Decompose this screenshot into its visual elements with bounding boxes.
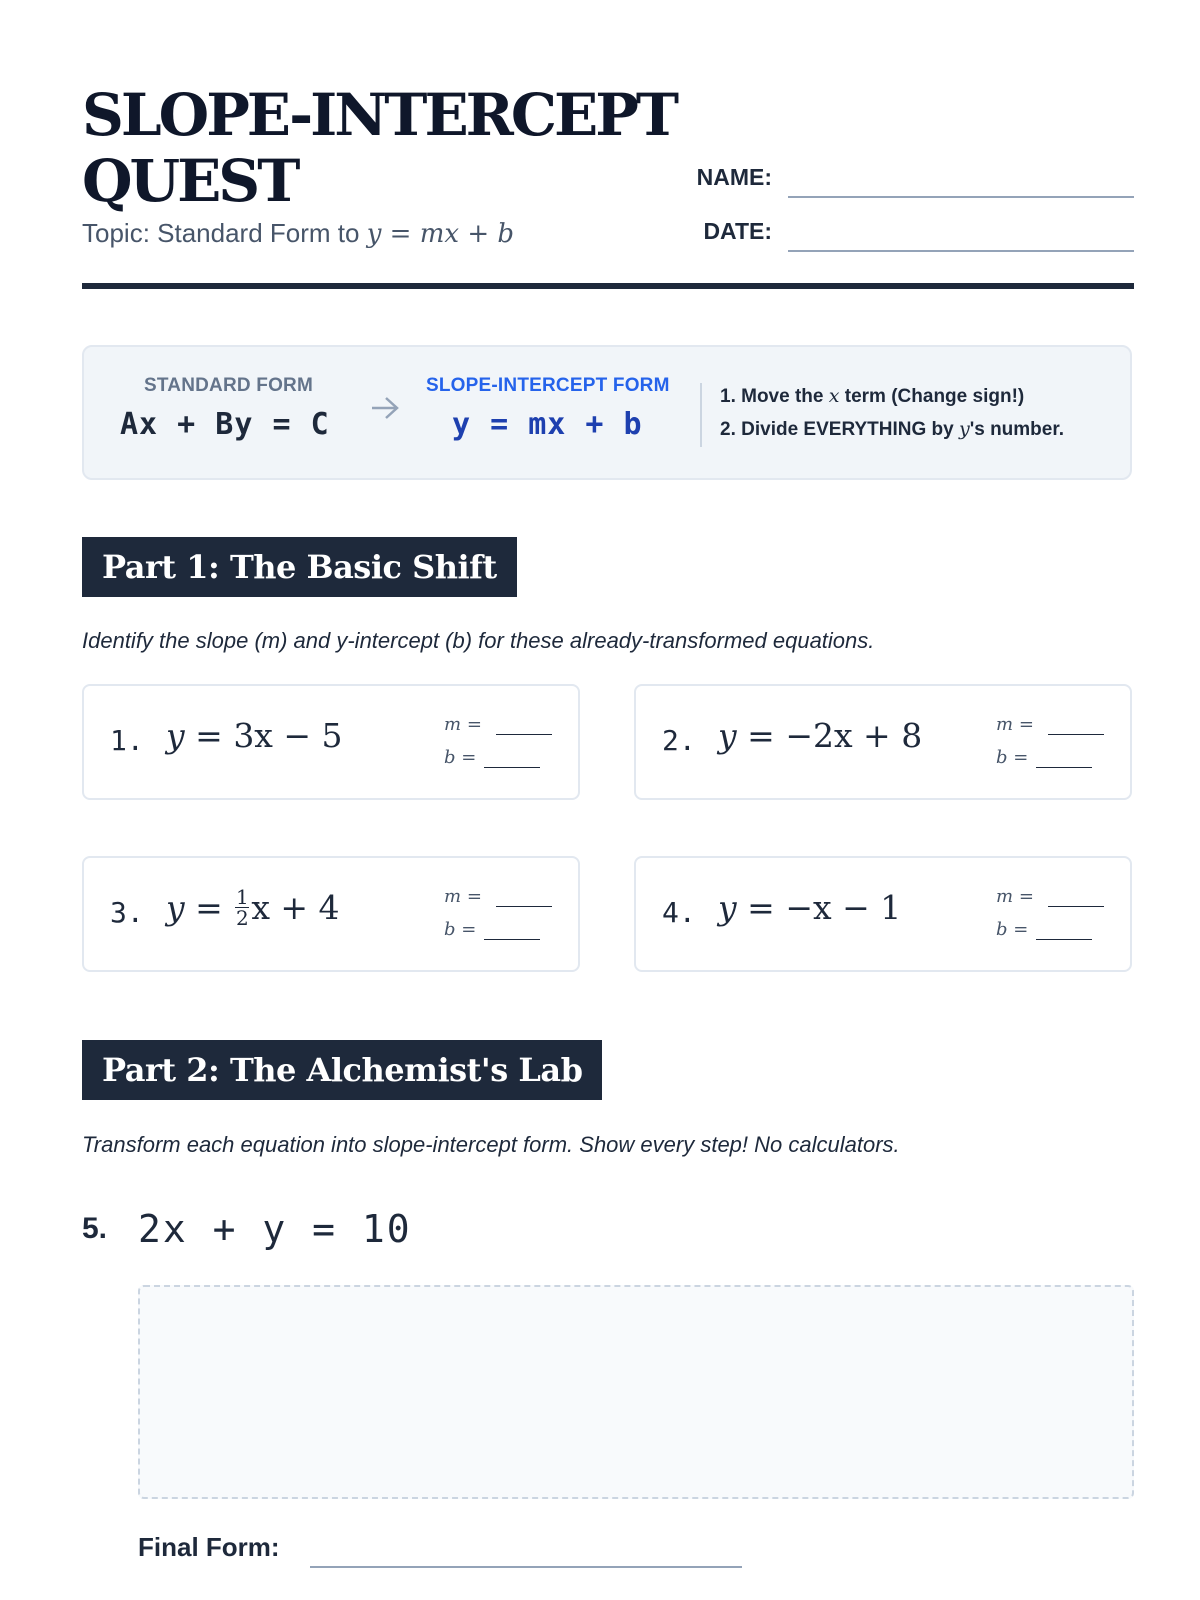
fraction-numerator: 1	[235, 884, 249, 909]
final-form-blank[interactable]	[310, 1566, 742, 1568]
topic-eq: =	[389, 219, 412, 249]
arrow-right-icon	[369, 394, 401, 422]
problem-equation	[718, 888, 901, 927]
eq-lhs: y	[166, 716, 185, 755]
topic-formula	[367, 219, 514, 249]
problem-number: 1.	[110, 724, 144, 757]
eq-sign: =	[195, 716, 223, 755]
eq-sign: =	[747, 888, 775, 927]
intercept-answer-label	[996, 747, 1028, 768]
slope-answer-blank[interactable]	[1048, 906, 1104, 907]
b-label: b	[996, 747, 1008, 768]
part2-heading: Part 2: The Alchemist's Lab	[82, 1040, 602, 1100]
slope-answer-label	[996, 886, 1034, 907]
m-label: m	[444, 714, 462, 735]
step-2-var: y	[958, 418, 970, 440]
name-label: NAME:	[696, 164, 772, 190]
b-label: b	[444, 747, 456, 768]
header-divider	[82, 283, 1134, 289]
b-eq: =	[461, 919, 477, 940]
eq-lhs: y	[166, 888, 185, 927]
title-line-1: SLOPE-INTERCEPT	[82, 81, 677, 149]
eq-rhs: −x − 1	[785, 888, 902, 927]
problem-card-3	[82, 856, 580, 972]
m-eq: =	[466, 886, 482, 907]
m-eq: =	[466, 714, 482, 735]
problem-5-number: 5.	[82, 1212, 108, 1245]
worksheet-page	[82, 0, 1134, 1600]
m-eq: =	[1018, 714, 1034, 735]
m-eq: =	[1018, 886, 1034, 907]
final-form-label: Final Form:	[138, 1532, 280, 1562]
slope-intercept-equation: y = mx + b	[452, 407, 643, 442]
eq-lhs: y	[718, 888, 737, 927]
b-label: b	[996, 919, 1008, 940]
date-label: DATE:	[703, 218, 772, 244]
intercept-answer-blank[interactable]	[484, 939, 540, 940]
slope-answer-blank[interactable]	[496, 906, 552, 907]
step-2-post: 's number.	[969, 419, 1064, 440]
fraction	[235, 884, 249, 930]
step-1-post: term (Change sign!)	[844, 386, 1025, 407]
summary-divider	[700, 383, 702, 447]
slope-answer-label	[996, 714, 1034, 735]
intercept-answer-blank[interactable]	[484, 767, 540, 768]
slope-answer-label	[444, 886, 482, 907]
eq-sign: =	[747, 716, 775, 755]
intercept-answer-blank[interactable]	[1036, 939, 1092, 940]
part2-instructions: Transform each equation into slope-intercept form. Show every step! No calculators.	[82, 1132, 900, 1157]
step-1	[720, 385, 1024, 408]
intercept-answer-label	[444, 747, 476, 768]
topic-b: b	[497, 219, 515, 249]
eq-rhs: x + 4	[251, 888, 340, 927]
eq-rhs: 3x − 5	[233, 716, 343, 755]
m-label: m	[996, 714, 1014, 735]
step-2	[720, 418, 1064, 441]
problem-equation	[166, 716, 343, 755]
date-field[interactable]	[788, 250, 1134, 252]
topic-prefix: Topic: Standard Form to	[82, 218, 360, 248]
problem-card-2	[634, 684, 1132, 800]
problem-number: 4.	[662, 896, 696, 929]
form-summary-box	[82, 345, 1132, 480]
standard-form-equation: Ax + By = C	[120, 407, 330, 442]
intercept-answer-blank[interactable]	[1036, 767, 1092, 768]
topic-y: y	[366, 219, 382, 249]
standard-form-label: STANDARD FORM	[144, 375, 314, 396]
slope-answer-blank[interactable]	[1048, 734, 1104, 735]
name-field[interactable]	[788, 196, 1134, 198]
step-2-pre: 2. Divide EVERYTHING by	[720, 419, 954, 440]
m-label: m	[996, 886, 1014, 907]
problem-number: 2.	[662, 724, 696, 757]
eq-lhs: y	[718, 716, 737, 755]
eq-sign: =	[195, 888, 223, 927]
m-label: m	[444, 886, 462, 907]
problem-5-equation: 2x + y = 10	[138, 1207, 412, 1251]
slope-answer-label	[444, 714, 482, 735]
part1-instructions: Identify the slope (m) and y-intercept (b) for these already-transformed equations.	[82, 628, 875, 653]
part1-heading: Part 1: The Basic Shift	[82, 537, 517, 597]
b-eq: =	[461, 747, 477, 768]
problem-card-1	[82, 684, 580, 800]
problem-equation	[718, 716, 922, 755]
topic-x: x	[444, 219, 460, 249]
intercept-answer-label	[444, 919, 476, 940]
title-line-2: QUEST	[82, 147, 298, 215]
problem-card-4	[634, 856, 1132, 972]
worksheet-title	[82, 82, 702, 214]
intercept-answer-label	[996, 919, 1028, 940]
problem-number: 3.	[110, 896, 144, 929]
step-1-pre: 1. Move the	[720, 386, 824, 407]
step-1-var: x	[828, 385, 840, 407]
topic-m: m	[419, 219, 445, 249]
problem-equation	[166, 884, 340, 931]
b-eq: =	[1013, 747, 1029, 768]
eq-rhs: −2x + 8	[785, 716, 923, 755]
slope-answer-blank[interactable]	[496, 734, 552, 735]
fraction-denominator: 2	[235, 905, 249, 930]
b-eq: =	[1013, 919, 1029, 940]
b-label: b	[444, 919, 456, 940]
work-area[interactable]	[138, 1285, 1134, 1499]
slope-intercept-label: SLOPE-INTERCEPT FORM	[426, 375, 670, 396]
topic-plus: +	[467, 219, 490, 249]
topic-line	[82, 218, 514, 249]
